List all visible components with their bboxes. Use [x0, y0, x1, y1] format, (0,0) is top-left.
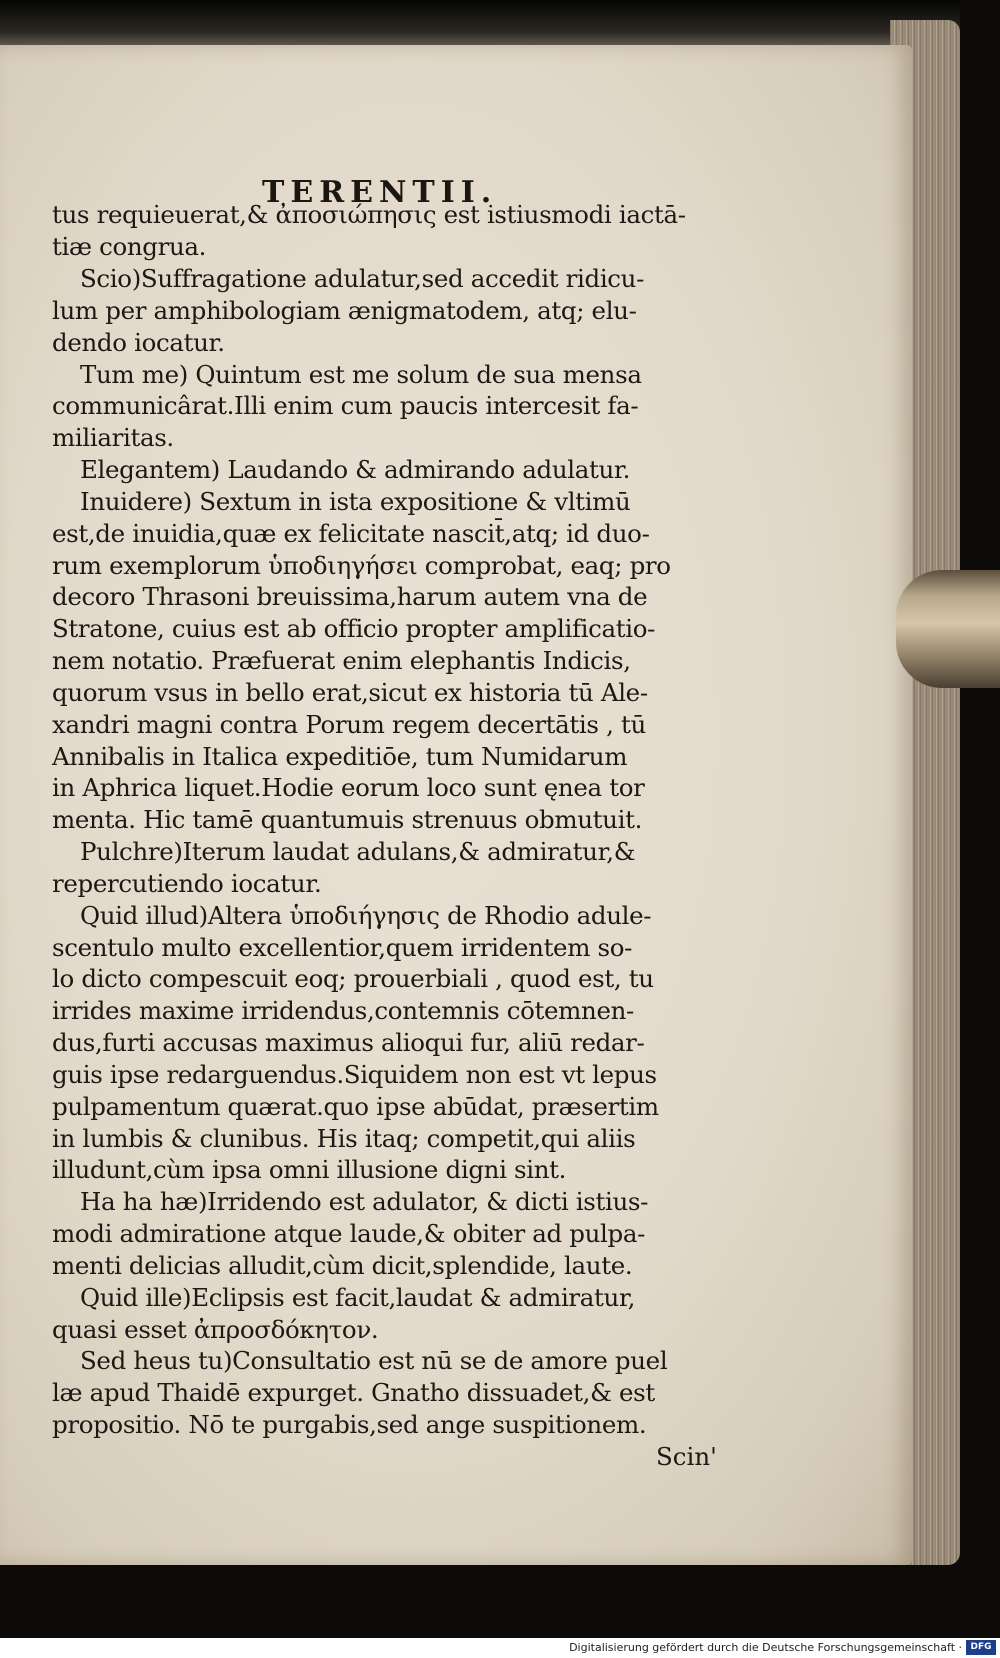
text-line: in Aphrica liquet.Hodie eorum loco sunt ęnea tor [52, 773, 645, 802]
text-line: illudunt,cùm ipsa omni illusione digni sint. [52, 1155, 567, 1184]
text-line: in lumbis & clunibus. His itaq; competit,qui aliis [52, 1124, 636, 1153]
text-line: quorum vsus in bello erat,sicut ex historia tū Ale- [52, 678, 648, 707]
text-line: Stratone, cuius est ab officio propter amplificatio- [52, 614, 656, 643]
text-line: xandri magni contra Porum regem decertātis , tū [52, 710, 646, 739]
text-line: Pulchre)Iterum laudat adulans,& admiratur,& [80, 837, 636, 866]
text-line: Ha ha hæ)Irridendo est adulator, & dicti istius- [80, 1187, 649, 1216]
text-line: tus requieuerat,& ἀποσιώπησις est istiusmodi iactā- [52, 200, 686, 229]
text-line: Sed heus tu)Consultatio est nū se de amore puel [80, 1346, 668, 1375]
text-line: lum per amphibologiam ænigmatodem, atq; elu- [52, 296, 637, 325]
text-line: dendo iocatur. [52, 328, 225, 357]
text-line: Tum me) Quintum est me solum de sua mensa [80, 360, 642, 389]
text-line: miliaritas. [52, 423, 174, 452]
text-line: pulpamentum quærat.quo ipse abūdat, præsertim [52, 1092, 659, 1121]
dfg-logo-icon: DFG [966, 1640, 996, 1655]
digitization-credit: Digitalisierung gefördert durch die Deutsche Forschungsgemeinschaft · [569, 1641, 962, 1654]
bookmark-clip [896, 570, 1000, 688]
text-line: Inuidere) Sextum in ista expositione & vltimū [80, 487, 631, 516]
text-line: quasi esset ἀπροσδόκητον. [52, 1315, 379, 1344]
text-line: nem notatio. Præfuerat enim elephantis Indicis, [52, 646, 631, 675]
text-line: propositio. Nō te purgabis,sed ange suspitionem. [52, 1410, 647, 1439]
book-page [0, 45, 912, 1565]
text-line: Scio)Suffragatione adulatur,sed accedit ridicu- [80, 264, 645, 293]
catchword: Scin' [656, 1442, 717, 1471]
text-line: læ apud Thaidē expurget. Gnatho dissuadet,& est [52, 1378, 655, 1407]
text-line: tiæ congrua. [52, 232, 207, 261]
text-line: decoro Thrasoni breuissima,harum autem vna de [52, 582, 648, 611]
text-line: guis ipse redarguendus.Siquidem non est vt lepus [52, 1060, 657, 1089]
text-line: irrides maxime irridendus,contemnis cōtemnen- [52, 996, 634, 1025]
text-line: modi admiratione atque laude,& obiter ad pulpa- [52, 1219, 646, 1248]
text-line: lo dicto compescuit eoq; prouerbiali , quod est, tu [52, 964, 654, 993]
text-line: repercutiendo iocatur. [52, 869, 322, 898]
text-line: menti delicias alludit,cùm dicit,splendide, laute. [52, 1251, 633, 1280]
text-line: menta. Hic tamē quantumuis strenuus obmutuit. [52, 805, 643, 834]
text-line: Quid illud)Altera ὑποδιήγησις de Rhodio adule- [80, 901, 652, 930]
text-line: scentulo multo excellentior,quem irridentem so- [52, 933, 633, 962]
text-line: rum exemplorum ὑποδιηγήσει comprobat, eaq; pro [52, 551, 671, 580]
text-line: Annibalis in Italica expeditiōe, tum Numidarum [52, 742, 628, 771]
running-head: TERENTII. [262, 175, 498, 210]
text-line: est,de inuidia,quæ ex felicitate nascit̄,atq; id duo- [52, 519, 650, 548]
text-line: Elegantem) Laudando & admirando adulatur. [80, 455, 631, 484]
text-line: communicârat.Illi enim cum paucis intercesit fa- [52, 391, 639, 420]
text-line: dus,furti accusas maximus alioqui fur, aliū redar- [52, 1028, 645, 1057]
text-line: Quid ille)Eclipsis est facit,laudat & admiratur, [80, 1283, 636, 1312]
